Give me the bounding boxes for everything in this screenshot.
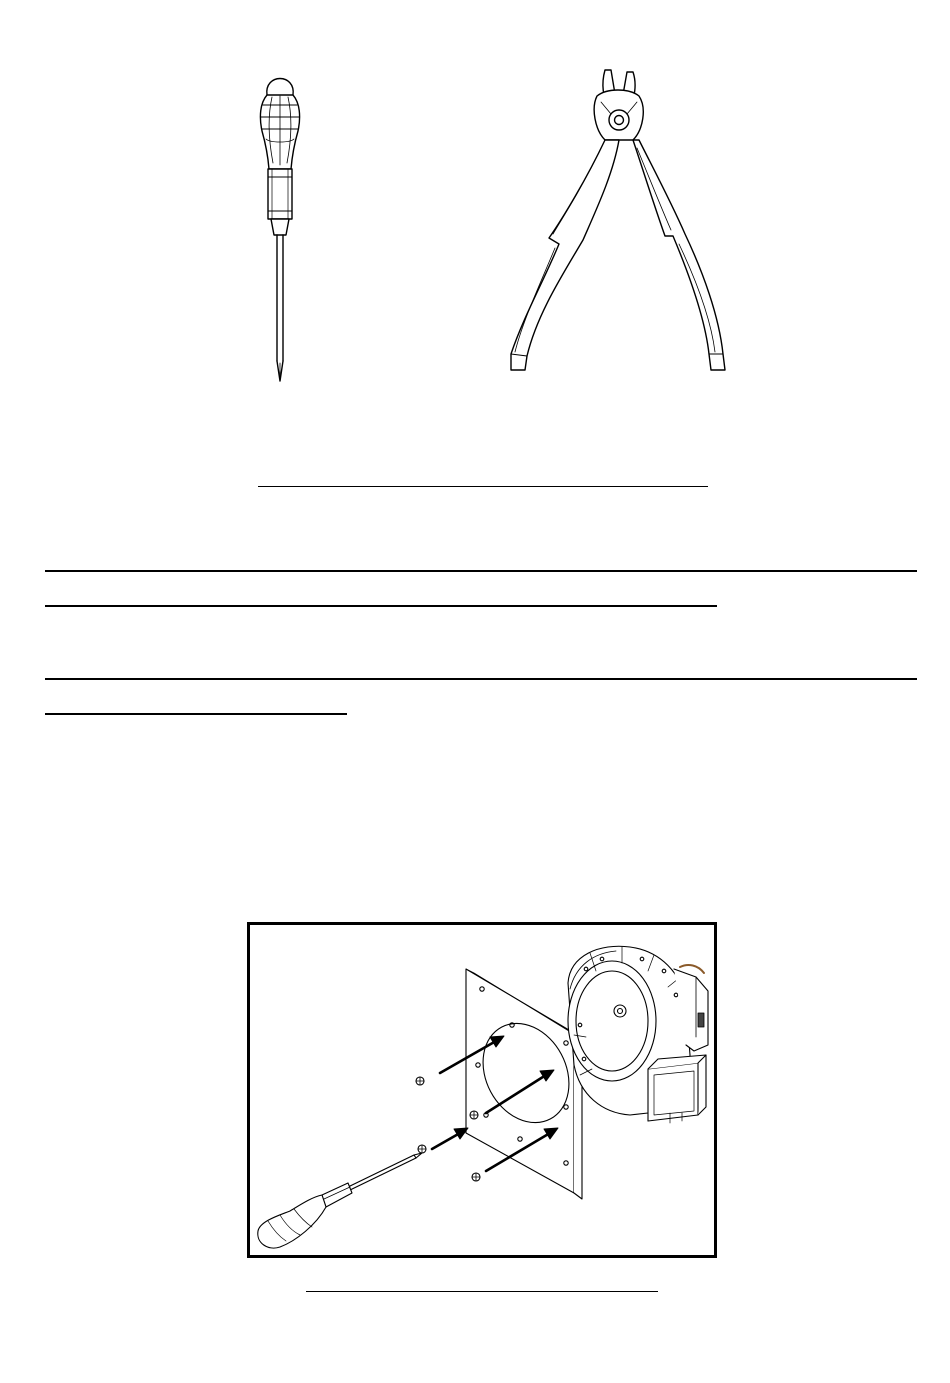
text-line-4 [45,713,347,715]
screw-icon [470,1111,478,1119]
screwdriver-icon [258,1153,422,1248]
installation-figure-frame [247,922,717,1258]
screw-icon [472,1173,480,1181]
text-line-3 [45,678,917,680]
installation-figure-caption-rule [306,1291,658,1292]
blower-housing [568,946,708,1123]
arrow-icon [432,1128,468,1149]
tools-figure-caption-rule [258,486,708,487]
screw-icon [416,1077,424,1085]
screw-icon [418,1145,426,1153]
text-line-2 [45,605,717,607]
screwdriver-illustration [250,65,310,385]
text-line-1 [45,570,917,572]
pliers-illustration [505,68,730,380]
